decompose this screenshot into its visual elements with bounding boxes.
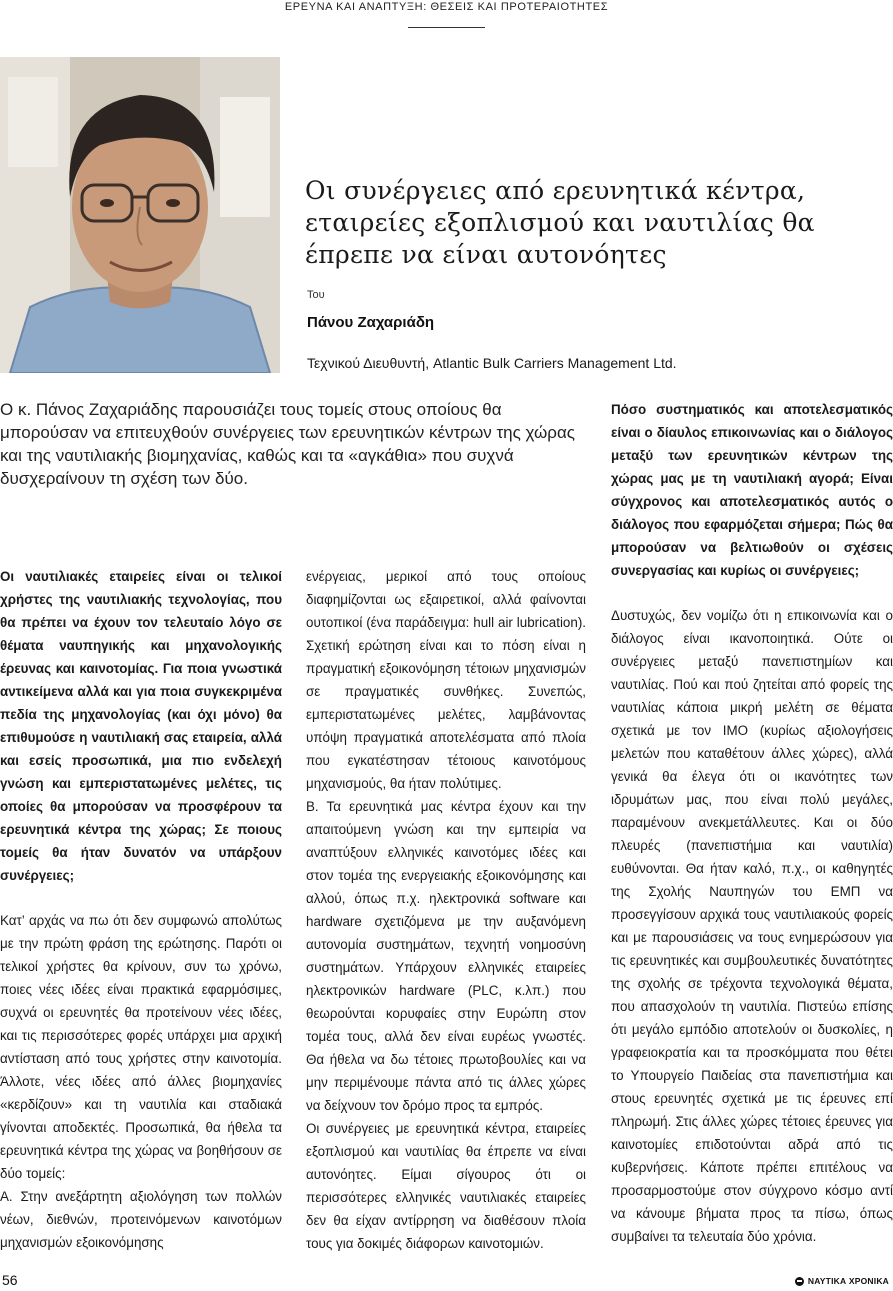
ship-logo-icon	[795, 1277, 804, 1286]
answer-2: Δυστυχώς, δεν νομίζω ότι η επικοινωνία και ο διάλογος είναι ικανοποιητικά. Ούτε οι συνέργειες μεταξύ πανεπιστημίων και ναυτιλίας. Πού και πού ζητείται από φορείς της ναυτιλίας κάποια μικρή μελέτη σε θέματα σχετικά με τον IMO (κυρίως αξιολογήσεις μελετών που καταθέτουν άλλες χώρες), αλλά γενικά θα έλεγα ότι οι ικανότητες των ιδρυμάτων μας, που είναι πολύ μεγάλες, παραμένουν ανεκμετάλλευτες. Και οι δύο πλευρές (πανεπιστήμια και ναυτιλία) ευθύνονται. Θα ήταν καλό, π.χ., οι καθηγητές της Σχολής Ναυπηγών του ΕΜΠ να προσεγγίσουν αρχικά τους ναυτιλιακούς φορείς και με παρουσιάσεις να τους ενημερώσουν για τις ερευνητικές και συμβουλευτικές δυνατότητες της σχολής σε τρέχοντα τεχνολογικά θέματα, που απασχολούν τη ναυτιλία. Πιστεύω επίσης ότι μεγάλο εμπόδιο αποτελούν οι δυσκολίες, η γραφειοκρατία και τα προσκόμματα που θέτει το Υπουργείο Παιδείας στα πανεπιστήμια και στους ερευνητές σχετικά με τις έρευνες επί πληρωμή. Στις άλλες χώρες τέτοιες έρευνες για καινοτομίες επιδοτούνται αδρά από τις κυβερνήσεις. Κάποτε πρέπει επιτέλους να προσαρμοστούμε στον σύγχρονο κόσμο αντί να κάνουμε βήματα προς τα πίσω, όπως συμβαίνει τα τελευταία δύο χρόνια.	[611, 608, 893, 1244]
author-role: Τεχνικού Διευθυντή, Atlantic Bulk Carriers Management Ltd.	[307, 355, 677, 371]
article-title: Οι συνέργειες από ερευνητικά κέντρα, εταιρείες εξοπλισμού και ναυτιλίας θα έπρεπε να είναι αυτονόητες	[305, 176, 815, 269]
question-1: Οι ναυτιλιακές εταιρείες είναι οι τελικοί χρήστες της ναυτιλιακής τεχνολογίας, που θα πρέπει να έχουν τον τελευταίο λόγο σε θέματα ναυπηγικής και μηχανολογικής έρευνας και καινοτομίας. Για ποια γνωστικά αντικείμενα αλλά και για ποια συγκεκριμένα πεδία της μηχανολογίας (και όχι μόνο) θα επιθυμούσε η ναυτιλιακή σας εταιρεία, αλλά και εσείς προσωπικά, μια πιο ενδελεχή γνώση και εμπεριστατωμένες μελέτες, τις οποίες θα μπορούσαν να προσφέρουν τα ερευνητικά κέντρα της χώρας; Σε ποιους τομείς θα ήταν δυνατόν να υπάρξουν συνέργειες;	[0, 569, 282, 883]
column-1	[0, 565, 282, 1254]
answer-1-point-b: Β. Τα ερευνητικά μας κέντρα έχουν και την απαιτούμενη γνώση και την εμπειρία να αναπτύξουν ελληνικές καινοτόμες ιδέες και στον τομέα της ενεργειακής εξοικονόμησης και αλλού, όπως π.χ. ηλεκτρονικά software και hardware σχετιζόμενα με την αυξανόμενη αυτονομία συστημάτων, τεχνητή νοημοσύνη συστημάτων. Υπάρχουν ελληνικές εταιρείες ηλεκτρονικών hardware (PLC, κ.λπ.) που θεωρούνται κορυφαίες στην Ευρώπη στον τομέα τους, αλλά δεν είναι ευρέως γνωστές. Θα ήθελα να δω τέτοιες πρωτοβουλίες και να μην περιμένουμε πάντα από τις άλλες χώρες να δείχνουν τον δρόμο προς τα εμπρός.	[306, 799, 586, 1113]
answer-1-paragraph: Κατ’ αρχάς να πω ότι δεν συμφωνώ απολύτως με την πρώτη φράση της ερώτησης. Παρότι οι τελικοί χρήστες θα κρίνουν, συν τω χρόνω, ποιες νέες ιδέες είναι πρακτικά εφαρμόσιμες, συχνά οι ερευνητές θα προτείνουν νέες ιδέες, και τις περισσότερες φορές υπάρχει μια αρχική αντίσταση από τους χρήστες στην καινοτομία. Άλλοτε, νέες ιδέες από άλλες βιομηχανίες «κερδίζουν» και τη ναυτιλία και σταδιακά γίνονται αποδεκτές. Προσωπικά, θα ήθελα τα ερευνητικά κέντρα της χώρας να βοηθήσουν σε δύο τομείς:	[0, 913, 282, 1181]
publication-brand	[795, 1276, 889, 1286]
page-number: 56	[2, 1272, 18, 1288]
article-lead: Ο κ. Πάνος Ζαχαριάδης παρουσιάζει τους τομείς στους οποίους θα μπορούσαν να επιτευχθούν συνέργειες των ερευνητικών κέντρων της χώρας και της ναυτιλιακής βιομηχανίας, καθώς και τα «αγκάθια» που συχνά δυσχεραίνουν τη σχέση των δύο.	[0, 400, 575, 488]
section-header: ΕΡΕΥΝΑ ΚΑΙ ΑΝΑΠΤΥΞΗ: ΘΕΣΕΙΣ ΚΑΙ ΠΡΟΤΕΡΑΙΟΤΗΤΕΣ	[284, 1, 609, 13]
column-2	[306, 565, 586, 1255]
question-2: Πόσο συστηματικός και αποτελεσματικός είναι ο δίαυλος επικοινωνίας και ο διάλογος μεταξύ των ερευνητικών κέντρων της χώρας μας με τη ναυτιλιακή αγορά; Είναι σύγχρονος και αποτελεσματικός αυτός ο διάλογος που εφαρμόζεται σήμερα; Πώς θα μπορούσαν να βελτιωθούν οι σχέσεις συνεργασίας και κυρίως οι συνέργειες;	[611, 402, 893, 578]
answer-1-point-a: Α. Στην ανεξάρτητη αξιολόγηση των πολλών νέων, διεθνών, προτεινόμενων καινοτόμων μηχανισμών εξοικονόμησης	[0, 1189, 282, 1250]
author-name: Πάνου Ζαχαριάδη	[307, 314, 435, 331]
byline-label: Του	[307, 289, 325, 301]
author-portrait-image	[0, 57, 280, 373]
publication-brand-label: ΝΑΥΤΙΚΑ ΧΡΟΝΙΚΑ	[807, 1276, 889, 1286]
header-divider	[408, 27, 485, 28]
answer-1-point-a-cont: ενέργειας, μερικοί από τους οποίους διαφημίζονται ως εξαιρετικοί, αλλά φαίνονται ουτοπικοί (ένα παράδειγμα: hull air lubrication). Σχετική ερώτηση είναι και το πόση είναι η πραγματική εξοικονόμηση τέτοιων μηχανισμών σε πραγματικές συνθήκες. Συνεπώς, εμπεριστατωμένες μελέτες, λαμβάνοντας υπόψη πραγματικά αποτελέσματα από πλοία που εγκατέστησαν τέτοιους καινοτόμους μηχανισμούς, θα ήταν πολύτιμες.	[306, 569, 586, 791]
author-photo	[0, 57, 280, 373]
column-3	[611, 398, 893, 1248]
answer-1-closing: Οι συνέργειες με ερευνητικά κέντρα, εταιρείες εξοπλισμού και ναυτιλίας θα έπρεπε να είναι αυτονόητες. Είμαι σίγουρος ότι οι περισσότερες ελληνικές ναυτιλιακές εταιρείες δεν θα είχαν αντίρρηση να διαθέσουν πλοία τους για δοκιμές διάφορων καινοτομιών.	[306, 1121, 586, 1251]
